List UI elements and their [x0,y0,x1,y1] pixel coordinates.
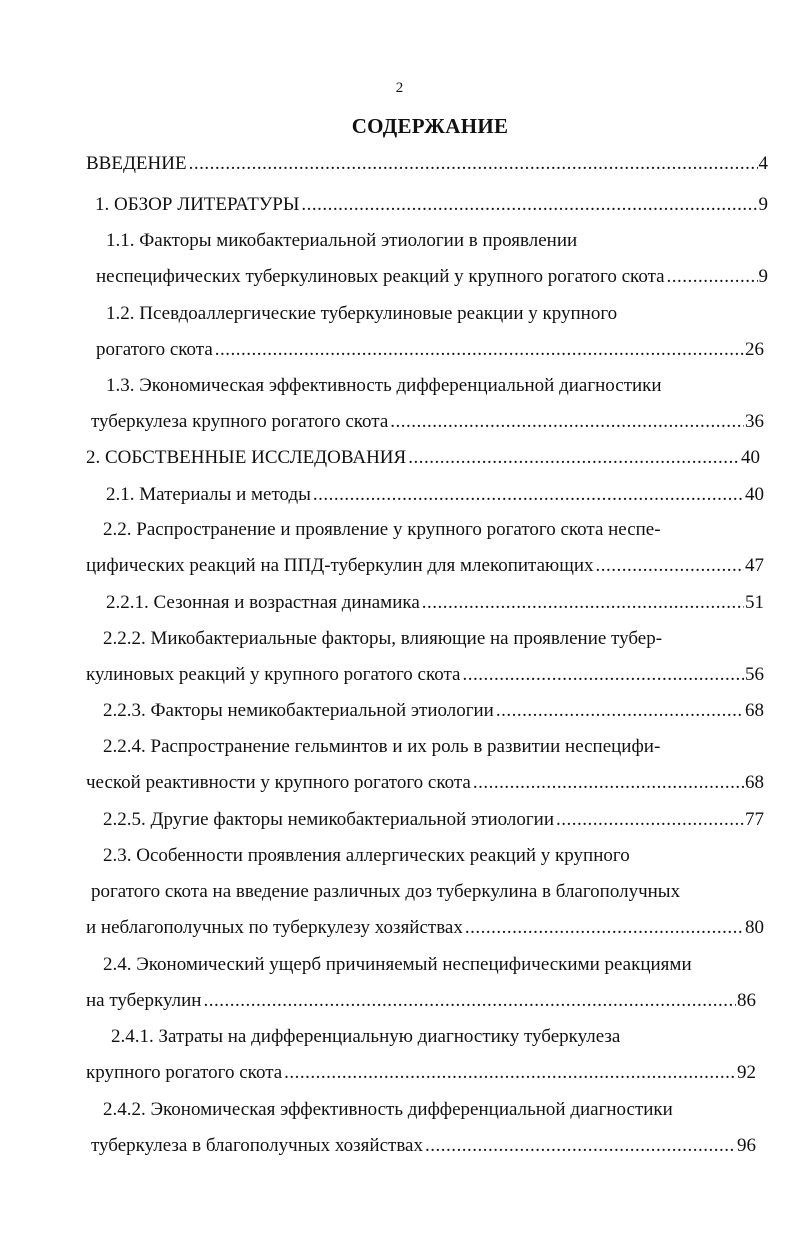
toc-page-number: 9 [758,194,768,215]
toc-entry-2-2-1 [106,588,764,618]
toc-entry-text: и неблагополучных по туберкулезу хозяйствах [86,917,463,938]
dot-leader [556,805,744,835]
toc-entry-1-3 [91,407,764,437]
toc-entry-2-4-1-line1: 2.4.1. Затраты на дифференциальную диагностику туберкулеза [111,1026,621,1047]
toc-page-number: 9 [758,266,768,287]
dot-leader [425,1131,736,1161]
toc-page-number: 56 [745,664,764,685]
toc-entry-1-3-line1: 1.3. Экономическая эффективность дифференциальной диагностики [106,375,662,396]
toc-entry-text: 2.2.5. Другие факторы немикобактериальной этиологии [103,809,555,830]
dot-leader [215,335,744,365]
toc-entry-text: 2.2.3. Факторы немикобактериальной этиологии [103,700,494,721]
dot-leader [667,262,758,292]
toc-entry-text: на туберкулин [86,990,202,1011]
dot-leader [203,986,736,1016]
toc-entry-text: туберкулеза в благополучных хозяйствах [91,1135,423,1156]
toc-entry-text: цифических реакций на ППД-туберкулин для млекопитающих [86,555,594,576]
toc-page-number: 77 [745,809,764,830]
toc-entry-text: ческой реактивности у крупного рогатого скота [86,772,471,793]
toc-entry-1-1 [96,262,768,292]
toc-entry-1-1-line1: 1.1. Факторы микобактериальной этиологии в проявлении [106,230,578,251]
toc-entry-text: 2. СОБСТВЕННЫЕ ИССЛЕДОВАНИЯ [86,447,407,468]
toc-page-number: 36 [745,411,764,432]
toc-entry-text: кулиновых реакций у крупного рогатого скота [86,664,461,685]
toc-entry-text: рогатого скота [96,339,213,360]
toc-page-number: 86 [737,990,756,1011]
toc-page-number: 96 [737,1135,756,1156]
toc-page-number: 47 [745,555,764,576]
toc-page-number: 68 [745,700,764,721]
toc-entry-2-2-2 [86,660,764,690]
toc-page-number: 80 [745,917,764,938]
toc-entry-text: 2.2.1. Сезонная и возрастная динамика [106,592,420,613]
toc-title: СОДЕРЖАНИЕ [351,114,509,138]
toc-entry-2-4-2 [91,1131,756,1161]
toc-entry-2-4-2-line1: 2.4.2. Экономическая эффективность дифференциальной диагностики [103,1099,673,1120]
toc-entry-2-2-5 [103,805,764,835]
dot-leader [422,588,744,618]
toc-entry-text: 1. ОБЗОР ЛИТЕРАТУРЫ [95,194,300,215]
toc-entry-2-2-3 [103,696,764,726]
dot-leader [284,1058,736,1088]
toc-entry-2-2 [86,551,764,581]
page-number: 2 [395,80,404,96]
toc-page-number: 40 [741,447,760,468]
toc-entry-text: крупного рогатого скота [86,1062,283,1083]
toc-entry-2-2-4 [86,768,764,798]
toc-entry-2-4-1 [86,1058,756,1088]
toc-page-number: 68 [745,772,764,793]
toc-entry-text: ВВЕДЕНИЕ [86,153,187,174]
toc-page-number: 26 [745,339,764,360]
dot-leader [465,913,744,943]
toc-entry-2-3-line2: рогатого скота на введение различных доз туберкулина в благополучных [91,881,681,902]
toc-entry-text: туберкулеза крупного рогатого скота [91,411,389,432]
dot-leader [313,480,744,510]
toc-entry-2 [86,443,760,473]
toc-page-number: 4 [758,153,768,174]
toc-entry-text: 2.1. Материалы и методы [106,484,311,505]
dot-leader [390,407,744,437]
dot-leader [408,443,740,473]
dot-leader [462,660,744,690]
dot-leader [596,551,744,581]
toc-page-number: 51 [745,592,764,613]
toc-entry-2-4-line1: 2.4. Экономический ущерб причиняемый неспецифическими реакциями [103,954,692,975]
toc-entry-2-3 [86,913,764,943]
toc-entry-2-3-line1: 2.3. Особенности проявления аллергических реакций у крупного [103,845,630,866]
dot-leader [189,149,758,179]
dot-leader [496,696,744,726]
toc-entry-2-2-2-line1: 2.2.2. Микобактериальные факторы, влияющие на проявление тубер- [103,628,663,649]
toc-entry-2-4 [86,986,756,1016]
toc-entry-2-1 [106,480,764,510]
toc-entry-1-2-line1: 1.2. Псевдоаллергические туберкулиновые реакции у крупного [106,303,618,324]
toc-entry-1-2 [96,335,764,365]
toc-page-number: 40 [745,484,764,505]
toc-page-number: 92 [737,1062,756,1083]
toc-entry-text: неспецифических туберкулиновых реакций у крупного рогатого скота [96,266,665,287]
dot-leader [301,190,757,220]
toc-entry-1 [95,190,768,220]
toc-entry-2-2-4-line1: 2.2.4. Распространение гельминтов и их роль в развитии неспецифи- [103,736,661,757]
toc-entry-2-2-line1: 2.2. Распространение и проявление у крупного рогатого скота неспе- [103,519,661,540]
dot-leader [473,768,744,798]
toc-entry-intro [86,149,768,179]
